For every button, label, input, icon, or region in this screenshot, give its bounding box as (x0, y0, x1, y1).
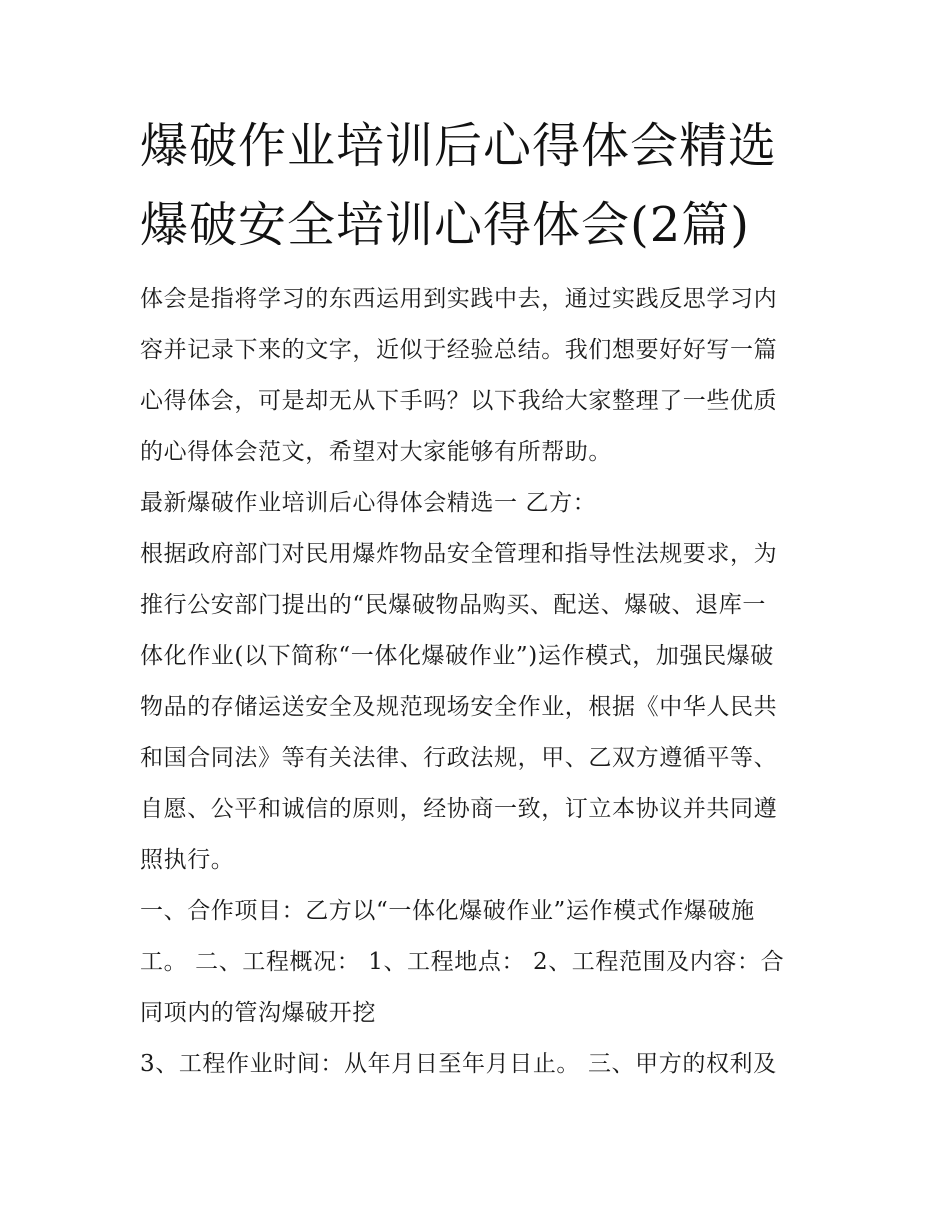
body-line-14: 工。 二、工程概况： 1、工程地点： 2、工程范围及内容：合 (140, 949, 785, 975)
document-title-line-2: 爆破安全培训心得体会(2篇) (140, 197, 750, 253)
body-line-12: 照执行。 (140, 847, 235, 873)
body-line-10: 和国合同法》等有关法律、行政法规，甲、乙双方遵循平等、 (140, 745, 778, 771)
body-line-13: 一、合作项目：乙方以“一体化爆破作业”运作模式作爆破施 (140, 898, 755, 924)
body-line-2: 容并记录下来的文字，近似于经验总结。我们想要好好写一篇 (140, 337, 778, 363)
document-title-line-1: 爆破作业培训后心得体会精选 (140, 118, 778, 174)
body-line-9: 物品的存储运送安全及规范现场安全作业，根据《中华人民共 (140, 694, 778, 720)
body-line-8: 体化作业(以下简称“一体化爆破作业”)运作模式，加强民爆破 (140, 643, 774, 669)
body-line-16: 3、工程作业时间：从年月日至年月日止。 三、甲方的权利及 (140, 1051, 777, 1077)
body-line-7: 推行公安部门提出的“民爆破物品购买、配送、爆破、退库一 (140, 592, 766, 618)
body-line-1: 体会是指将学习的东西运用到实践中去，通过实践反思学习内 (140, 286, 778, 312)
body-line-15: 同项内的管沟爆破开挖 (140, 1000, 376, 1026)
body-line-5: 最新爆破作业培训后心得体会精选一 乙方： (140, 490, 597, 516)
body-line-3: 心得体会，可是却无从下手吗？以下我给大家整理了一些优质 (140, 388, 778, 414)
body-line-11: 自愿、公平和诚信的原则，经协商一致，订立本协议并共同遵 (140, 796, 778, 822)
body-line-4: 的心得体会范文，希望对大家能够有所帮助。 (140, 439, 612, 465)
body-line-6: 根据政府部门对民用爆炸物品安全管理和指导性法规要求，为 (140, 541, 778, 567)
